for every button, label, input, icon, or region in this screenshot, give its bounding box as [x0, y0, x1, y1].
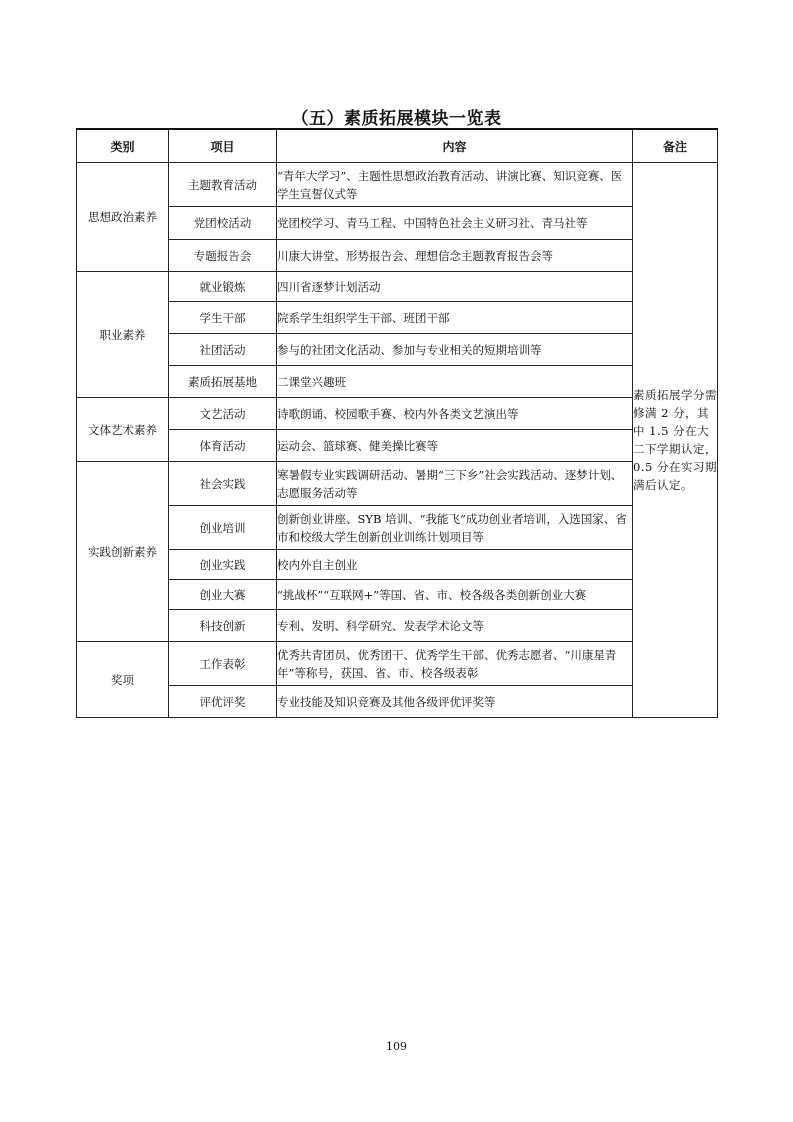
item-cell: 社会实践: [169, 462, 277, 506]
table-row: [77, 610, 718, 642]
item-cell: 科技创新: [169, 610, 277, 642]
table-row: [77, 686, 718, 718]
category-cell: 文体艺术素养: [77, 398, 169, 462]
item-cell: 创业培训: [169, 506, 277, 550]
table-row: [77, 334, 718, 366]
table-row: [77, 430, 718, 462]
quality-expansion-table: [76, 128, 718, 718]
table-row: [77, 272, 718, 302]
table-row: [77, 462, 718, 506]
table-row: [77, 506, 718, 550]
content-cell: 寒暑假专业实践调研活动、暑期“三下乡”社会实践活动、逐梦计划、志愿服务活动等: [277, 462, 633, 506]
item-cell: 评优评奖: [169, 686, 277, 718]
item-cell: 主题教育活动: [169, 163, 277, 207]
category-cell: 奖项: [77, 642, 169, 718]
header-item: 项目: [169, 129, 277, 163]
remark-cell: 素质拓展学分需修满 2 分，其中 1.5 分在大二下学期认定，0.5 分在实习期满后认定。: [633, 163, 718, 718]
content-cell: “挑战杯”“互联网+”等国、省、市、校各级各类创新创业大赛: [277, 580, 633, 610]
page-number: 109: [386, 1040, 407, 1053]
table-row: [77, 163, 718, 207]
item-cell: 党团校活动: [169, 207, 277, 240]
content-cell: “青年大学习”、主题性思想政治教育活动、讲演比赛、知识竞赛、医学生宣誓仪式等: [277, 163, 633, 207]
item-cell: 专题报告会: [169, 240, 277, 272]
table-row: [77, 550, 718, 580]
category-cell: 实践创新素养: [77, 462, 169, 642]
content-cell: 参与的社团文化活动、参加与专业相关的短期培训等: [277, 334, 633, 366]
table-row: [77, 302, 718, 334]
content-cell: 院系学生组织学生干部、班团干部: [277, 302, 633, 334]
table-row: [77, 207, 718, 240]
table-row: [77, 366, 718, 398]
item-cell: 体育活动: [169, 430, 277, 462]
content-cell: 党团校学习、青马工程、中国特色社会主义研习社、青马社等: [277, 207, 633, 240]
content-cell: 诗歌朗诵、校园歌手赛、校内外各类文艺演出等: [277, 398, 633, 430]
content-cell: 川康大讲堂、形势报告会、理想信念主题教育报告会等: [277, 240, 633, 272]
content-cell: 校内外自主创业: [277, 550, 633, 580]
header-row: [77, 129, 718, 163]
category-cell: 职业素养: [77, 272, 169, 398]
item-cell: 创业实践: [169, 550, 277, 580]
category-cell: 思想政治素养: [77, 163, 169, 272]
content-cell: 优秀共青团员、优秀团干、优秀学生干部、优秀志愿者、“川康星青年”等称号，获国、省、市、校各级表彰: [277, 642, 633, 686]
content-cell: 创新创业讲座、SYB 培训、“我能飞”成功创业者培训，入选国家、省市和校级大学生创新创业训练计划项目等: [277, 506, 633, 550]
table-row: [77, 398, 718, 430]
item-cell: 就业锻炼: [169, 272, 277, 302]
content-cell: 专业技能及知识竞赛及其他各级评优评奖等: [277, 686, 633, 718]
table-row: [77, 240, 718, 272]
content-cell: 专利、发明、科学研究、发表学术论文等: [277, 610, 633, 642]
item-cell: 社团活动: [169, 334, 277, 366]
table-row: [77, 642, 718, 686]
item-cell: 文艺活动: [169, 398, 277, 430]
content-cell: 运动会、篮球赛、健美操比赛等: [277, 430, 633, 462]
content-cell: 四川省逐梦计划活动: [277, 272, 633, 302]
header-content: 内容: [277, 129, 633, 163]
item-cell: 工作表彰: [169, 642, 277, 686]
header-remark: 备注: [633, 129, 718, 163]
header-category: 类别: [77, 129, 169, 163]
table-title: （五）素质拓展模块一览表: [291, 109, 502, 129]
item-cell: 素质拓展基地: [169, 366, 277, 398]
item-cell: 学生干部: [169, 302, 277, 334]
item-cell: 创业大赛: [169, 580, 277, 610]
content-cell: 二课堂兴趣班: [277, 366, 633, 398]
table-row: [77, 580, 718, 610]
